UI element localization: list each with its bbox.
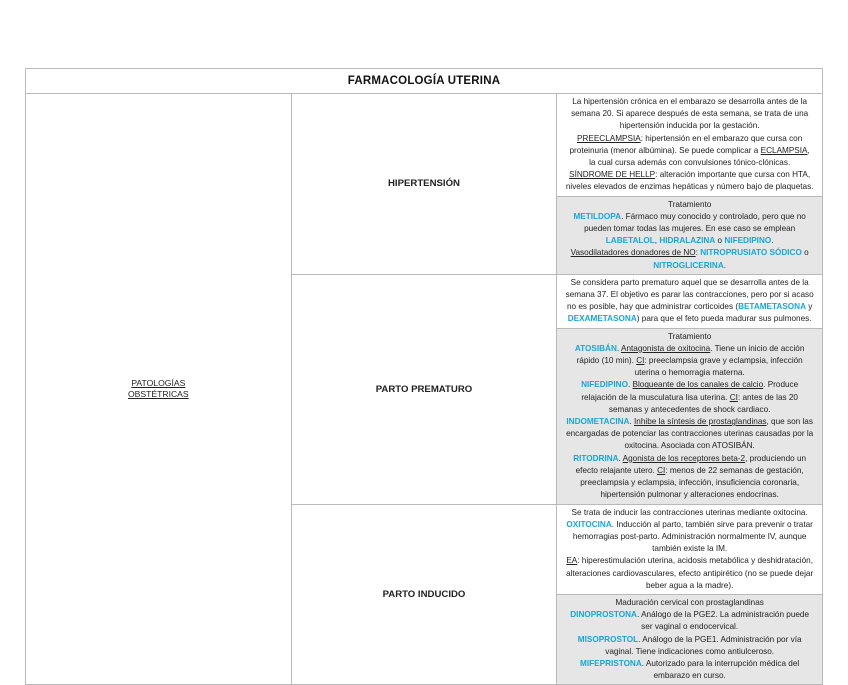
drug-misoprostol: MISOPROSTOL: [577, 634, 639, 644]
dot: .: [771, 236, 774, 246]
oxitocina-text: . Inducción al parto, también sirve para prevenir o tratar hemorragias post-parto. Administración normalmente IV, aunque también existe la IM.: [572, 519, 813, 554]
drug-labetalol: LABETALOL: [605, 236, 655, 246]
nifedipino-mechanism: Bloqueante de los canales de calcio: [632, 380, 764, 390]
eclampsia-term: ECLAMPSIA: [760, 145, 808, 155]
drug-nifedipino: NIFEDIPINO: [724, 236, 772, 246]
hellp-term: SÍNDROME DE HELLP: [569, 170, 656, 180]
treatment-heading: Tratamiento: [667, 331, 712, 341]
misoprostol-text: . Análogo de la PGE1. Administración por vía vaginal. Tiene indicaciones como antiulceroso.: [605, 634, 802, 656]
and-text: y: [805, 302, 813, 312]
mifepristona-text: . Autorizado para la interrupción médica del embarazo en curso.: [641, 658, 800, 681]
hellp-text: : alteración importante que cursa con HTA, niveles elevados de enzimas hepáticas y número bajo de plaquetas.: [565, 170, 814, 192]
vasodilator-paragraph: [565, 247, 814, 271]
preeclampsia-term: PREECLAMPSIA: [577, 133, 641, 143]
misoprostol-paragraph: [565, 634, 814, 658]
preeclampsia-paragraph: [565, 133, 814, 170]
preeclampsia-text: : hipertensión en el embarazo que cursa con proteinuria (menor albúmina). Se puede complicar a: [569, 133, 803, 155]
prematuro-description: [557, 274, 823, 328]
ea-text: : hiperestimulación uterina, acidosis metabólica y deshidratación, alteraciones cardiovasculares, efecto antipirético (no se puede dejar beber agua a la madre).: [566, 556, 814, 590]
vasodilator-term: Vasodilatadores donadores de NO: [570, 248, 696, 258]
hellp-paragraph: [565, 169, 814, 193]
category-label: PATOLOGÍAS OBSTÉTRICAS: [128, 378, 189, 400]
dinoprostona-text: . Análogo de la PGE2. La administración puede ser vaginal o endocervical.: [636, 610, 810, 632]
drug-ritodrina: RITODRINA: [573, 453, 619, 463]
drug-betametasona: BETAMETASONA: [738, 302, 806, 312]
atosiban-ci: : preeclampsia grave y eclampsia, infección uterina o hemorragia materna.: [634, 356, 803, 378]
drug-mifepristona: MIFEPRISTONA: [580, 658, 642, 668]
category-cell: [26, 94, 292, 685]
mifepristona-paragraph: [565, 658, 814, 682]
maduracion-heading: Maduración cervical con prostaglandinas: [615, 597, 764, 607]
prematuro-desc-b: ) para que el feto pueda madurar sus pulmones.: [636, 314, 812, 324]
atosiban-paragraph: [565, 343, 814, 380]
hipertension-description: [557, 94, 823, 197]
oxitocina-paragraph: [565, 519, 814, 556]
inducido-label: PARTO INDUCIDO: [291, 504, 557, 685]
indometacina-text: , que son las encargadas de potenciar las contracciones uterinas causadas por la oxitocina. Asociada con ATOSIBÁN.: [566, 417, 814, 451]
or-text: o: [715, 236, 725, 246]
nifedipino-text: . Produce relajación de la musculatura lisa uterina.: [581, 380, 799, 402]
dot: .: [627, 380, 631, 390]
prematuro-label: PARTO PREMATURO: [291, 274, 557, 504]
indometacina-mechanism: Inhibe la síntesis de prostaglandinas: [634, 417, 767, 427]
eclampsia-text: , la cual cursa además con convulsiones tónico-clónicas.: [589, 145, 810, 168]
nifedipino-ci: : antes de las 20 semanas y antecedentes de shock cardiaco.: [608, 392, 798, 414]
atosiban-mechanism: Antagonista de oxitocina: [620, 343, 711, 353]
dot: .: [629, 417, 632, 427]
drug-hidralazina: HIDRALAZINA: [659, 236, 716, 246]
prematuro-desc-a: Se considera parto prematuro aquel que se desarrolla antes de la semana 37. El objetivo es parar las contracciones, pero por si acaso no es posible, hay que administrar corticoides (: [565, 277, 814, 312]
drug-indometacina: INDOMETACINA: [566, 417, 630, 427]
ci-label: CI: [657, 465, 666, 475]
ci-label: CI: [729, 392, 738, 402]
inducido-treatment: [557, 594, 823, 684]
atosiban-text: . Tiene un inicio de acción rápido (10 min).: [576, 343, 805, 366]
ci-label: CI: [636, 356, 645, 366]
dot: .: [618, 453, 621, 463]
inducido-desc1: Se trata de inducir las contracciones uterinas mediante oxitocina.: [571, 507, 808, 517]
dot: .: [723, 260, 727, 270]
pharmacology-table: [25, 68, 823, 685]
ea-paragraph: [565, 555, 814, 592]
drug-dexametasona: DEXAMETASONA: [567, 314, 637, 324]
ritodrina-ci: : menos de 22 semanas de gestación, preeclampsia y eclampsia, infección, insuficiencia coronaria, hipertensión pulmonar y alteraciones endocrinas.: [580, 465, 804, 500]
hipertension-desc1: La hipertensión crónica en el embarazo se desarrolla antes de la semana 20. Si aparece después de esta semana, se trata de una hipertensión inducida por la gestación.: [571, 97, 809, 131]
metildopa-text: . Fármaco muy conocido y controlado, pero que no pueden tomar todas las mujeres. En ese caso se emplean: [584, 211, 806, 234]
drug-nitroprusiato: NITROPRUSIATO SÓDICO: [700, 248, 802, 258]
metildopa-paragraph: [565, 211, 814, 248]
document-page: [25, 68, 823, 685]
drug-dinoprostona: DINOPROSTONA: [570, 610, 637, 620]
ritodrina-mechanism: Agonista de los receptores beta-2: [622, 453, 746, 463]
ritodrina-text: , produciendo un efecto relajante utero.: [575, 453, 807, 475]
drug-atosiban: ATOSIBÁN: [574, 343, 617, 353]
drug-nifedipino: NIFEDIPINO: [581, 380, 628, 390]
or-text: o: [801, 248, 809, 258]
hipertension-label: HIPERTENSIÓN: [291, 94, 557, 275]
dot: .: [616, 343, 620, 353]
hipertension-treatment: [557, 196, 823, 274]
drug-metildopa: METILDOPA: [573, 211, 622, 221]
colon: :: [695, 248, 701, 258]
inducido-description: [557, 504, 823, 594]
prematuro-desc: [565, 277, 814, 326]
drug-oxitocina: OXITOCINA: [566, 519, 612, 529]
sep: ,: [654, 236, 660, 246]
dinoprostona-paragraph: [565, 609, 814, 633]
indometacina-paragraph: [565, 416, 814, 453]
table-title: FARMACOLOGÍA UTERINA: [26, 69, 823, 94]
ea-label: EA: [566, 556, 578, 566]
ritodrina-paragraph: [565, 453, 814, 502]
treatment-heading: Tratamiento: [667, 199, 712, 209]
prematuro-treatment: [557, 328, 823, 504]
nifedipino-paragraph: [565, 379, 814, 416]
drug-nitroglicerina: NITROGLICERINA: [653, 260, 724, 270]
